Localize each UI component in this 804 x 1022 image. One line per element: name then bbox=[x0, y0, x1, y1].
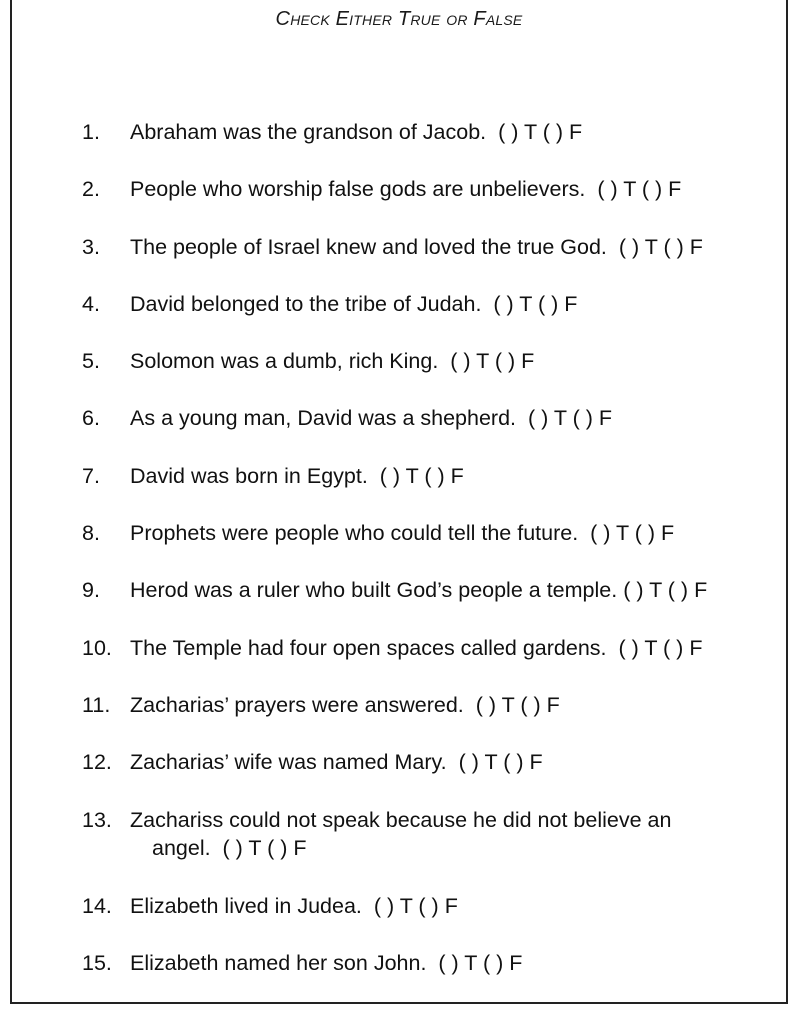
true-false-choices[interactable]: ( ) T ( ) F bbox=[458, 750, 543, 775]
question-item bbox=[82, 404, 792, 461]
question-number: 6. bbox=[82, 406, 100, 431]
question-item bbox=[82, 806, 792, 892]
question-number: 2. bbox=[82, 177, 100, 202]
question-text: Elizabeth lived in Judea. bbox=[130, 893, 362, 918]
question-item bbox=[82, 519, 792, 576]
question-number: 15. bbox=[82, 950, 112, 975]
question-number: 3. bbox=[82, 234, 100, 259]
question-text: Zacharias’ wife was named Mary. bbox=[130, 750, 447, 775]
question-item bbox=[82, 233, 792, 290]
question-text: Prophets were people who could tell the future. bbox=[130, 521, 579, 546]
question-number: 11. bbox=[82, 692, 111, 717]
question-text: Herod was a ruler who built God’s people a temple. bbox=[130, 578, 618, 603]
question-text: The Temple had four open spaces called gardens. bbox=[130, 635, 607, 660]
question-list bbox=[82, 118, 792, 1006]
true-false-choices[interactable]: ( ) T ( ) F bbox=[379, 463, 464, 488]
question-text: Zachariss could not speak because he did not believe an bbox=[130, 807, 672, 832]
worksheet-title: Check Either True or False bbox=[275, 8, 523, 30]
question-number: 14. bbox=[82, 893, 112, 918]
true-false-choices[interactable]: ( ) T ( ) F bbox=[493, 291, 578, 316]
question-number: 1. bbox=[82, 120, 100, 144]
question-item bbox=[82, 634, 792, 691]
question-number: 13. bbox=[82, 807, 112, 832]
true-false-choices[interactable]: ( ) T ( ) F bbox=[450, 349, 535, 374]
question-number: 8. bbox=[82, 521, 100, 546]
question-text: Solomon was a dumb, rich King. bbox=[130, 349, 439, 374]
true-false-choices[interactable]: ( ) T ( ) F bbox=[475, 692, 560, 717]
question-item bbox=[82, 462, 792, 519]
true-false-choices[interactable]: ( ) T ( ) F bbox=[618, 234, 703, 259]
true-false-choices[interactable]: ( ) T ( ) F bbox=[373, 893, 458, 918]
question-number: 4. bbox=[82, 291, 100, 316]
question-item bbox=[82, 892, 792, 949]
question-item bbox=[82, 949, 792, 1006]
question-number: 12. bbox=[82, 750, 112, 775]
question-item bbox=[82, 691, 792, 748]
true-false-choices[interactable]: ( ) T ( ) F bbox=[590, 521, 675, 546]
question-number: 10. bbox=[82, 635, 112, 660]
true-false-choices[interactable]: ( ) T ( ) F bbox=[498, 120, 583, 144]
question-number: 7. bbox=[82, 463, 100, 488]
true-false-choices[interactable]: ( ) T ( ) F bbox=[597, 177, 682, 202]
question-number: 5. bbox=[82, 349, 100, 374]
question-text: As a young man, David was a shepherd. bbox=[130, 406, 517, 431]
question-text: People who worship false gods are unbelievers. bbox=[130, 177, 586, 202]
question-item bbox=[82, 290, 792, 347]
question-text: Elizabeth named her son John. bbox=[130, 950, 427, 975]
question-item bbox=[82, 748, 792, 805]
true-false-choices[interactable]: ( ) T ( ) F bbox=[438, 950, 523, 975]
question-text-continuation: angel. bbox=[152, 835, 211, 860]
question-item bbox=[82, 347, 792, 404]
question-item bbox=[82, 576, 792, 633]
question-item bbox=[82, 175, 792, 232]
question-text: Abraham was the grandson of Jacob. bbox=[130, 120, 487, 144]
question-text: David was born in Egypt. bbox=[130, 463, 368, 488]
true-false-choices[interactable]: ( ) T ( ) F bbox=[222, 835, 307, 860]
question-number: 9. bbox=[82, 578, 100, 603]
question-text: The people of Israel knew and loved the true God. bbox=[130, 234, 607, 259]
question-text: David belonged to the tribe of Judah. bbox=[130, 291, 482, 316]
question-text: Zacharias’ prayers were answered. bbox=[130, 692, 464, 717]
true-false-choices[interactable]: ( ) T ( ) F bbox=[527, 406, 612, 431]
question-item bbox=[82, 118, 792, 175]
worksheet-page bbox=[10, 0, 788, 1004]
true-false-choices[interactable]: ( ) T ( ) F bbox=[623, 578, 708, 603]
true-false-choices[interactable]: ( ) T ( ) F bbox=[618, 635, 703, 660]
